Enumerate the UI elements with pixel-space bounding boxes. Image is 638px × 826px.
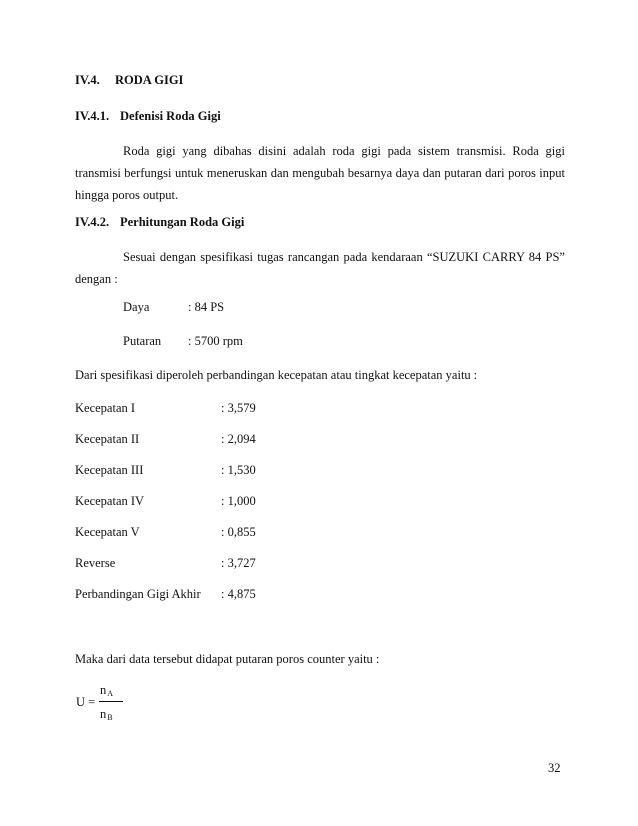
formula-lhs: U = xyxy=(76,695,96,709)
formula-numerator-symbol: n xyxy=(100,683,107,697)
ratio-label: Kecepatan IV xyxy=(75,494,145,508)
ratio-label: Reverse xyxy=(75,556,116,570)
ratio-label: Perbandingan Gigi Akhir xyxy=(75,587,201,601)
definition-paragraph: Roda gigi yang dibahas disini adalah roda gigi pada sistem transmisi. Roda gigi transmisi berfungsi untuk meneruskan dan mengubah besarnya daya dan putaran dari poros input hingga poros output. xyxy=(75,144,565,202)
subsection-title: Defenisi Roda Gigi xyxy=(120,109,221,123)
spec-label-putaran: Putaran xyxy=(123,334,162,348)
ratio-value: : 1,530 xyxy=(221,463,256,477)
subsection-heading-calculation xyxy=(75,215,244,230)
section-number: IV.4. xyxy=(75,73,100,87)
subsection-title: Perhitungan Roda Gigi xyxy=(120,215,245,229)
ratio-label: Kecepatan I xyxy=(75,401,136,415)
formula-denominator xyxy=(100,707,113,722)
ratio-label: Kecepatan III xyxy=(75,463,144,477)
formula-numerator xyxy=(100,683,113,698)
subsection-number: IV.4.1. xyxy=(75,109,110,123)
section-title: RODA GIGI xyxy=(115,73,184,87)
spec-label-daya: Daya xyxy=(123,300,150,314)
ratio-intro: Dari spesifikasi diperoleh perbandingan kecepatan atau tingkat kecepatan yaitu : xyxy=(75,368,478,382)
section-heading xyxy=(75,73,183,88)
fraction-bar xyxy=(99,701,123,702)
page-number: 32 xyxy=(548,761,561,775)
ratio-value: : 1,000 xyxy=(221,494,256,508)
subsection-number: IV.4.2. xyxy=(75,215,110,229)
formula-counter-speed xyxy=(76,683,156,723)
ratio-label: Kecepatan V xyxy=(75,525,140,539)
subsection-heading-definition xyxy=(75,109,221,124)
spec-paragraph: Sesuai dengan spesifikasi tugas rancangan pada kendaraan “SUZUKI CARRY 84 PS” dengan : xyxy=(75,250,565,286)
ratio-value: : 3,579 xyxy=(221,401,256,415)
formula-numerator-subscript: A xyxy=(107,689,114,698)
ratio-value: : 4,875 xyxy=(221,587,256,601)
formula-denominator-symbol: n xyxy=(100,707,107,721)
ratio-value: : 0,855 xyxy=(221,525,256,539)
ratio-value: : 2,094 xyxy=(221,432,256,446)
spec-value-daya: : 84 PS xyxy=(188,300,225,314)
ratio-label: Kecepatan II xyxy=(75,432,140,446)
counter-intro: Maka dari data tersebut didapat putaran poros counter yaitu : xyxy=(75,652,380,666)
formula-denominator-subscript: B xyxy=(107,713,113,722)
spec-value-putaran: : 5700 rpm xyxy=(188,334,243,348)
ratio-value: : 3,727 xyxy=(221,556,256,570)
